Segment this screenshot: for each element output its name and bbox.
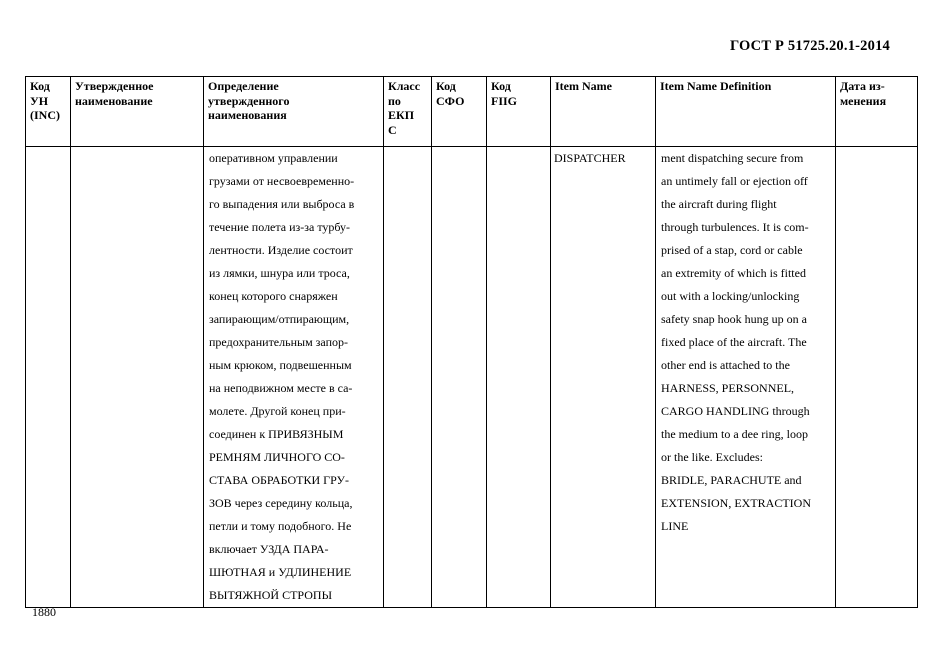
text-line: включает УЗДА ПАРА- [209, 542, 329, 556]
header-line: ЕКП [388, 108, 415, 122]
cell-approved-name [71, 147, 204, 608]
text-line: prised of a stap, cord or cable [661, 243, 803, 257]
col-header-definition-ru [204, 77, 384, 147]
definition-en-text [656, 147, 835, 538]
header-line: Класс [388, 79, 421, 93]
text-line: СТАВА ОБРАБОТКИ ГРУ- [209, 473, 349, 487]
cell-inc [26, 147, 71, 608]
cell-change-date [836, 147, 918, 608]
col-header-change-date [836, 77, 918, 147]
header-line: Item Name [555, 79, 612, 93]
text-line: ВЫТЯЖНОЙ СТРОПЫ [209, 588, 333, 602]
text-line: ным крюком, подвешенным [209, 358, 352, 372]
text-line: предохранительным запор- [209, 335, 349, 349]
text-line: ШЮТНАЯ и УДЛИНЕНИЕ [209, 565, 352, 579]
col-header-item-name [551, 77, 656, 147]
header-line: Дата из- [840, 79, 885, 93]
text-line: течение полета из-за турбу- [209, 220, 351, 234]
header-line: менения [840, 93, 887, 108]
text-line: запирающим/отпирающим, [209, 312, 350, 326]
table-header-row [26, 77, 918, 147]
text-line: лентности. Изделие состоит [209, 243, 353, 257]
text-line: fixed place of the aircraft. The [661, 335, 807, 349]
text-line: EXTENSION, EXTRACTION [661, 496, 811, 510]
header-line: Код [30, 79, 50, 93]
text-line: оперативном управлении [209, 151, 338, 165]
header-line: Утвержденное [75, 79, 154, 93]
text-line: HARNESS, PERSONNEL, [661, 381, 795, 395]
header-line: УН [30, 93, 49, 108]
header-line: Item Name Definition [660, 79, 772, 93]
col-header-class [384, 77, 432, 147]
text-line: an untimely fall or ejection off [661, 174, 808, 188]
col-header-inc [26, 77, 71, 147]
header-line: С [388, 122, 397, 137]
text-line: other end is attached to the [661, 358, 790, 372]
text-line: ЗОВ через середину кольца, [209, 496, 353, 510]
header-line: FIIG [491, 93, 518, 108]
text-line: РЕМНЯМ ЛИЧНОГО СО- [209, 450, 345, 464]
table-row [26, 147, 918, 608]
text-line: or the like. Excludes: [661, 450, 763, 464]
header-line: Код [436, 79, 456, 93]
header-line: наименование [75, 93, 153, 108]
header-line: Определение [208, 79, 279, 93]
col-header-fiig [487, 77, 551, 147]
text-line: на неподвижном месте в са- [209, 381, 353, 395]
header-line: утвержденного [208, 93, 290, 108]
text-line: an extremity of which is fitted [661, 266, 806, 280]
cell-item-name [551, 147, 656, 608]
text-line: safety snap hook hung up on a [661, 312, 807, 326]
header-line: (INC) [30, 108, 60, 122]
header-line: наименования [208, 108, 287, 122]
text-line: through turbulences. It is com- [661, 220, 809, 234]
page-number: 1880 [32, 605, 56, 619]
col-header-approved-name [71, 77, 204, 147]
cell-sfo [432, 147, 487, 608]
item-name-text: DISPATCHER [554, 151, 626, 165]
text-line: out with a locking/unlocking [661, 289, 800, 303]
text-line: the medium to a dee ring, loop [661, 427, 808, 441]
header-line: по [388, 93, 401, 108]
text-line: соединен к ПРИВЯЗНЫМ [209, 427, 344, 441]
header-line: СФО [436, 93, 465, 108]
text-line: ment dispatching secure from [661, 151, 804, 165]
cell-item-name-definition [656, 147, 836, 608]
text-line: молете. Другой конец при- [209, 404, 346, 418]
text-line: го выпадения или выброса в [209, 197, 355, 211]
text-line: BRIDLE, PARACHUTE and [661, 473, 802, 487]
text-line: грузами от несвоевременно- [209, 174, 355, 188]
text-line: the aircraft during flight [661, 197, 777, 211]
cell-definition-ru [204, 147, 384, 608]
text-line: конец которого снаряжен [209, 289, 338, 303]
text-line: LINE [661, 519, 689, 533]
text-line: петли и тому подобного. Не [209, 519, 352, 533]
cell-fiig [487, 147, 551, 608]
col-header-item-name-definition [656, 77, 836, 147]
col-header-sfo [432, 77, 487, 147]
text-line: CARGO HANDLING through [661, 404, 810, 418]
header-line: Код [491, 79, 511, 93]
cell-class [384, 147, 432, 608]
standard-designation: ГОСТ Р 51725.20.1-2014 [729, 38, 890, 54]
text-line: из лямки, шнура или троса, [209, 266, 350, 280]
definition-ru-text [204, 147, 383, 607]
specification-table [25, 76, 918, 608]
